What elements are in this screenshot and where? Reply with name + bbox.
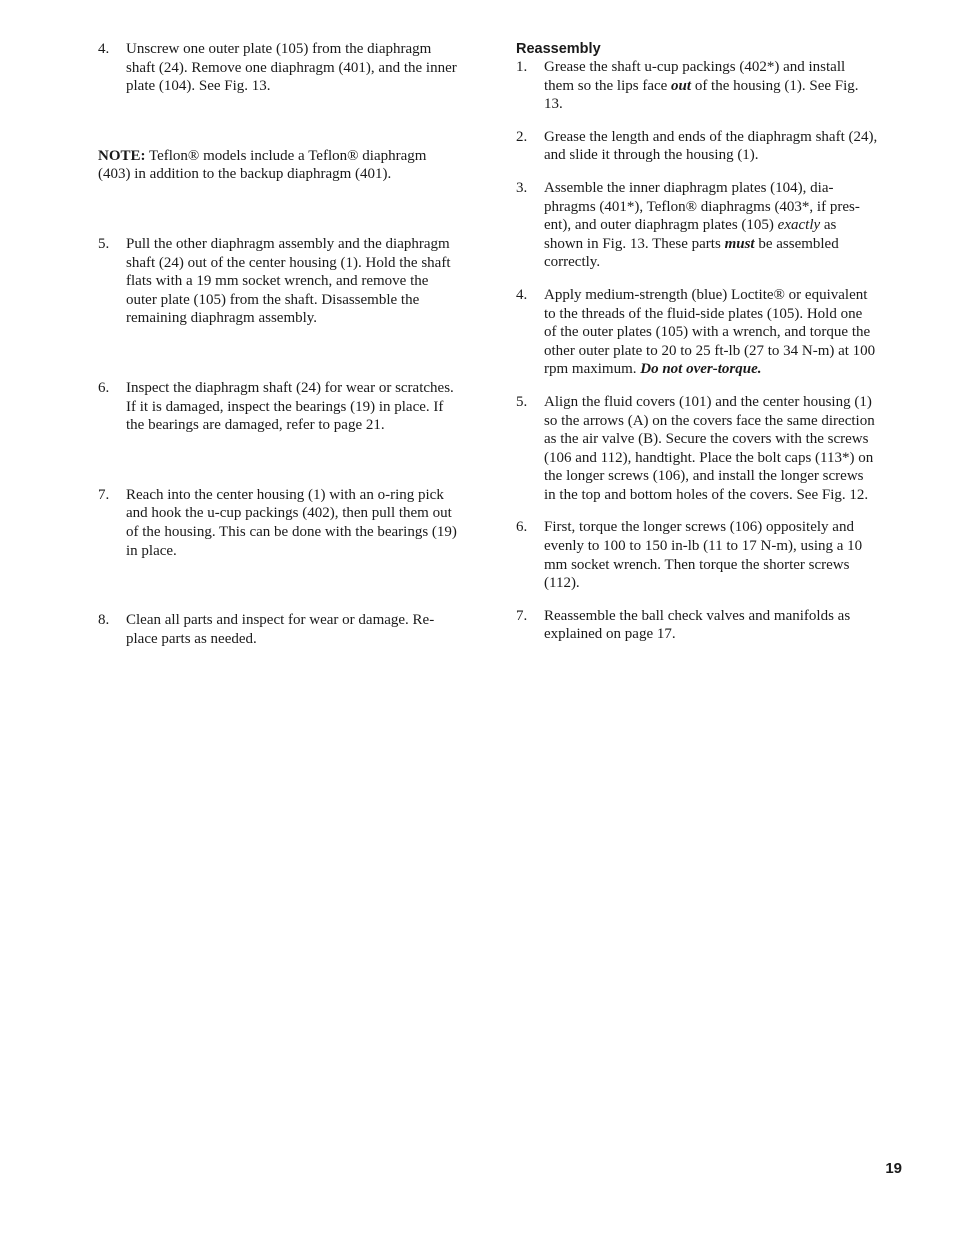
step-line: 13. — [544, 96, 563, 113]
emphasis-exactly: exactly — [777, 217, 821, 234]
left-column — [98, 38, 482, 648]
step-line: of the housing. This can be done with the bearings (19) — [126, 523, 457, 540]
step-line: Apply medium-strength (blue) Loctite® or equivalent — [544, 286, 868, 303]
step-line: (106 and 112), handtight. Place the bolt caps (113*) on — [544, 449, 874, 466]
step-line-part: be assembled — [754, 235, 839, 252]
left-step-7 — [98, 486, 482, 560]
step-line — [544, 216, 900, 235]
step-number: 2. — [516, 128, 528, 145]
step-number: 1. — [516, 59, 528, 75]
step-line: shaft (24) out of the center housing (1). Hold the shaft — [126, 254, 451, 271]
step-line: explained on page 17. — [544, 626, 676, 643]
step-number: 7. — [516, 607, 528, 624]
step-line — [544, 360, 900, 379]
right-step-2 — [516, 128, 900, 165]
step-number: 3. — [516, 179, 528, 196]
step-line: Reach into the center housing (1) with an o-ring pick — [126, 486, 444, 503]
step-line: other outer plate to 20 to 25 ft-lb (27 to 34 N-m) at 100 — [544, 342, 876, 359]
step-line: Align the fluid covers (101) and the center housing (1) — [544, 393, 872, 410]
step-line: outer plate (105) from the shaft. Disassemble the — [126, 291, 420, 308]
step-line: plate (104). See Fig. 13. — [126, 78, 271, 95]
step-number: 5. — [516, 393, 528, 410]
step-number: 6. — [98, 379, 110, 396]
step-line: Pull the other diaphragm assembly and the diaphragm — [126, 235, 450, 252]
emphasis-do-not-over-torque: Do not over-torque. — [640, 361, 762, 378]
step-line: Grease the shaft u-cup packings (402*) and install — [544, 59, 846, 75]
step-line-part: as — [820, 217, 837, 234]
step-line: remaining diaphragm assembly. — [126, 310, 318, 327]
step-number: 4. — [516, 286, 528, 303]
emphasis-must: must — [724, 235, 755, 252]
note-text-2: (403) in addition to the backup diaphragm (401). — [98, 166, 392, 183]
step-line-part: rpm maximum. — [544, 361, 641, 378]
step-line: and hook the u-cup packings (402), then pull them out — [126, 505, 452, 522]
step-line: evenly to 100 to 150 in-lb (11 to 17 N-m), using a 10 — [544, 538, 863, 555]
step-line: Grease the length and ends of the diaphragm shaft (24), — [544, 128, 878, 145]
right-step-1 — [516, 58, 900, 114]
note-text-1: Teflon® models include a Teflon® diaphragm — [145, 147, 427, 164]
step-line: phragms (401*), Teflon® diaphragms (403*, if pres- — [544, 198, 860, 215]
step-line: to the threads of the fluid-side plates (105). Hold one — [544, 305, 863, 322]
step-line: and slide it through the housing (1). — [544, 147, 759, 164]
left-step-8 — [98, 611, 482, 648]
step-line: the bearings are damaged, refer to page 21. — [126, 417, 385, 434]
step-line: mm socket wrench. Then torque the shorter screws — [544, 556, 850, 573]
page-number: 19 — [885, 1160, 902, 1177]
right-step-6 — [516, 518, 900, 592]
step-line: flats with a 19 mm socket wrench, and remove the — [126, 273, 429, 290]
step-line-part: shown in Fig. 13. These parts — [544, 235, 725, 252]
note-label: NOTE: — [98, 147, 146, 164]
left-step-6 — [98, 379, 482, 435]
step-line: shaft (24). Remove one diaphragm (401), and the inner — [126, 59, 457, 76]
emphasis-out: out — [671, 77, 692, 94]
step-line: Unscrew one outer plate (105) from the diaphragm — [126, 41, 432, 57]
step-line: correctly. — [544, 254, 601, 271]
reassembly-heading: Reassembly — [516, 41, 601, 57]
step-line-part: of the housing (1). See Fig. — [691, 77, 859, 94]
step-line-part: them so the lips face — [544, 77, 672, 94]
step-line-part: ent), and outer diaphragm plates (105) — [544, 217, 778, 234]
step-line: as the air valve (B). Secure the covers with the screws — [544, 431, 869, 448]
step-line — [544, 235, 900, 254]
step-line: in place. — [126, 542, 177, 559]
step-line: Assemble the inner diaphragm plates (104), dia- — [544, 179, 834, 196]
step-line: (112). — [544, 575, 580, 592]
right-step-5 — [516, 393, 900, 505]
note-line — [98, 147, 482, 166]
left-step-4 — [98, 40, 482, 96]
step-number: 4. — [98, 41, 110, 57]
step-line: the longer screws (106), and install the longer screws — [544, 468, 864, 485]
left-step-5 — [98, 235, 482, 328]
right-step-7 — [516, 607, 900, 644]
step-line — [544, 77, 900, 96]
right-step-4 — [516, 286, 900, 379]
step-line: Clean all parts and inspect for wear or damage. Re- — [126, 612, 435, 629]
right-column — [516, 38, 900, 644]
step-number: 6. — [516, 519, 528, 536]
step-line: Reassemble the ball check valves and manifolds as — [544, 607, 851, 624]
step-number: 8. — [98, 612, 110, 629]
step-number: 5. — [98, 235, 110, 252]
step-line: of the outer plates (105) with a wrench, and torque the — [544, 324, 871, 341]
step-line: Inspect the diaphragm shaft (24) for wear or scratches. — [126, 379, 454, 396]
teflon-note — [98, 147, 482, 184]
step-line: First, torque the longer screws (106) oppositely and — [544, 519, 854, 536]
step-line: place parts as needed. — [126, 630, 257, 647]
step-line: If it is damaged, inspect the bearings (19) in place. If — [126, 398, 444, 415]
step-line: so the arrows (A) on the covers face the same direction — [544, 412, 875, 429]
right-step-3 — [516, 179, 900, 272]
step-number: 7. — [98, 486, 110, 503]
step-line: in the top and bottom holes of the covers. See Fig. 12. — [544, 486, 869, 503]
